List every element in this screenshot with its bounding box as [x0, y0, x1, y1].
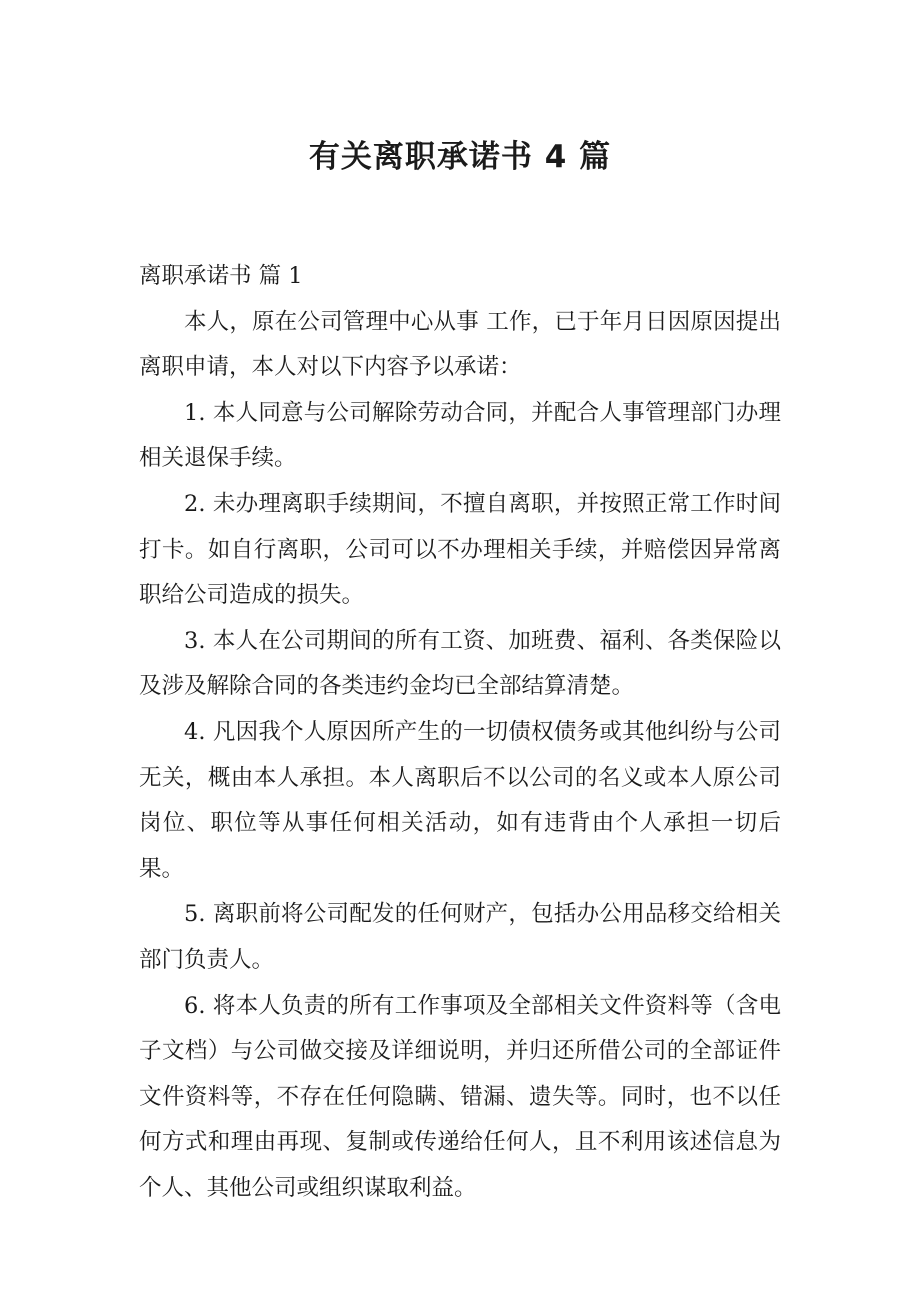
paragraph-item-5: 5. 离职前将公司配发的任何财产，包括办公用品移交给相关部门负责人。: [139, 901, 781, 973]
document-body: [139, 254, 781, 1211]
document-title: 有关离职承诺书 4 篇: [308, 138, 612, 175]
paragraph-item-4: 4. 凡因我个人原因所产生的一切债权债务或其他纠纷与公司无关，概由本人承担。本人离职后不以公司的名义或本人原公司岗位、职位等从事任何相关活动，如有违背由个人承担一切后果。: [139, 718, 781, 882]
paragraph-intro: 本人，原在公司管理中心从事 工作，已于年月日因原因提出离职申请，本人对以下内容予以承诺：: [139, 308, 781, 381]
paragraph-item-6: 6. 将本人负责的所有工作事项及全部相关文件资料等（含电子文档）与公司做交接及详细说明，并归还所借公司的全部证件文件资料等，不存在任何隐瞒、错漏、遗失等。同时，也不以任何方式和理由再现、复制或传递给任何人，且不利用该述信息为个人、其他公司或组织谋取利益。: [139, 992, 781, 1201]
paragraph-item-2: 2. 未办理离职手续期间，不擅自离职，并按照正常工作时间打卡。如自行离职，公司可以不办理相关手续，并赔偿因异常离职给公司造成的损失。: [139, 490, 781, 609]
paragraph-item-1: 1. 本人同意与公司解除劳动合同，并配合人事管理部门办理相关退保手续。: [139, 399, 781, 472]
section-heading: 离职承诺书 篇 1: [139, 263, 303, 289]
paragraph-item-3: 3. 本人在公司期间的所有工资、加班费、福利、各类保险以及涉及解除合同的各类违约金均已全部结算清楚。: [139, 627, 781, 700]
